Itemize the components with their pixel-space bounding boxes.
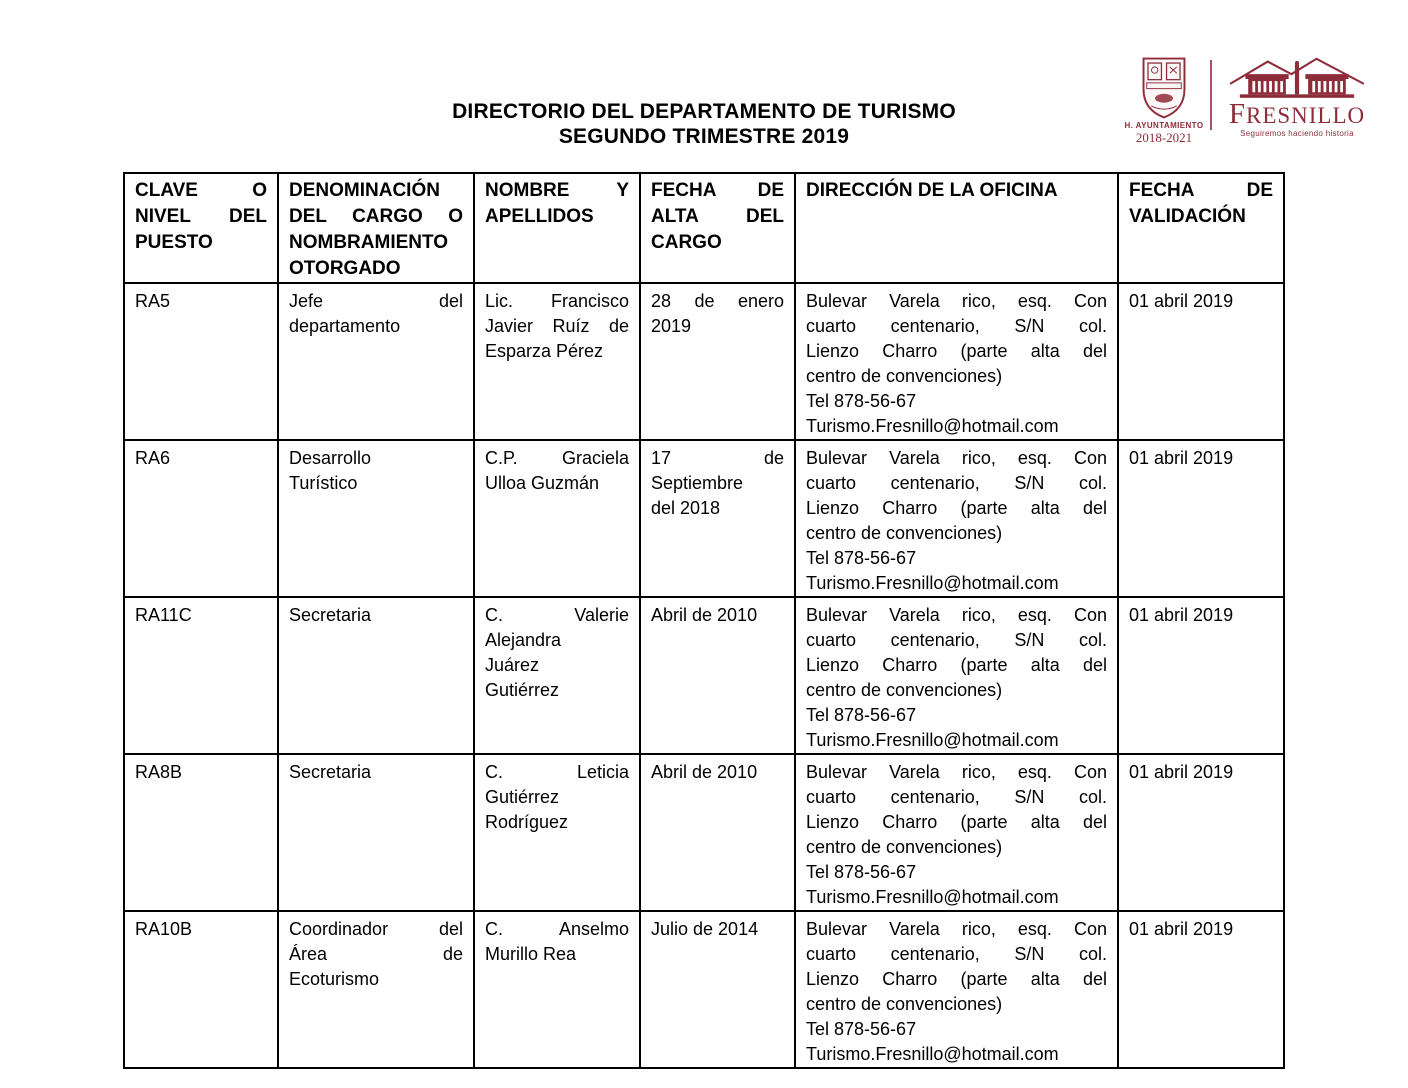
email-text: Turismo.Fresnillo@hotmail.com <box>806 573 1059 593</box>
cell-cargo: Coordinador del Área de Ecoturismo <box>278 911 474 1068</box>
cell-fecha-validacion: 01 abril 2019 <box>1118 597 1284 754</box>
cell-nombre: C. Leticia Gutiérrez Rodríguez <box>474 754 640 911</box>
logo-divider <box>1210 60 1212 130</box>
cell-fecha-validacion: 01 abril 2019 <box>1118 911 1284 1068</box>
cell-direccion: Bulevar Varela rico, esq. Con cuarto centenario, S/N col. Lienzo Charro (parte alta del centro de convenciones) Tel 878-56-67 Turismo.Fresnillo@hotmail.com <box>795 440 1118 597</box>
fresnillo-tagline: Seguiremos haciendo historia <box>1240 129 1354 138</box>
cell-nombre: C. Valerie Alejandra Juárez Gutiérrez <box>474 597 640 754</box>
crest-caption: H. AYUNTAMIENTO <box>1124 121 1204 130</box>
email-text: Turismo.Fresnillo@hotmail.com <box>806 730 1059 750</box>
cell-clave: RA5 <box>124 283 278 440</box>
directory-table <box>123 172 1285 1069</box>
cell-direccion: Bulevar Varela rico, esq. Con cuarto centenario, S/N col. Lienzo Charro (parte alta del centro de convenciones) Tel 878-56-67 Turismo.Fresnillo@hotmail.com <box>795 283 1118 440</box>
header-fecha-validacion: FECHA DE VALIDACIÓN <box>1118 173 1284 283</box>
cell-fecha-alta: 28 de enero 2019 <box>640 283 795 440</box>
table-row <box>124 911 1284 1068</box>
email-text: Turismo.Fresnillo@hotmail.com <box>806 1044 1059 1064</box>
cell-direccion: Bulevar Varela rico, esq. Con cuarto centenario, S/N col. Lienzo Charro (parte alta del centro de convenciones) Tel 878-56-67 Turismo.Fresnillo@hotmail.com <box>795 597 1118 754</box>
title-line-2: SEGUNDO TRIMESTRE 2019 <box>558 125 850 148</box>
crest-years: 2018-2021 <box>1135 130 1193 145</box>
cell-fecha-validacion: 01 abril 2019 <box>1118 754 1284 911</box>
cell-nombre: Lic. Francisco Javier Ruíz de Esparza Pérez <box>474 283 640 440</box>
header-direccion: DIRECCIÓN DE LA OFICINA <box>795 173 1118 283</box>
cell-clave: RA11C <box>124 597 278 754</box>
cell-fecha-alta: Abril de 2010 <box>640 754 795 911</box>
kiosk-mountain-icon <box>1222 56 1372 102</box>
ayuntamiento-crest-logo <box>1118 56 1210 146</box>
cell-fecha-alta: Abril de 2010 <box>640 597 795 754</box>
cell-clave: RA10B <box>124 911 278 1068</box>
table-row <box>124 440 1284 597</box>
cell-clave: RA6 <box>124 440 278 597</box>
cell-fecha-alta: 17 de Septiembre del 2018 <box>640 440 795 597</box>
cell-cargo: Secretaria <box>278 754 474 911</box>
table-row <box>124 283 1284 440</box>
table-row <box>124 754 1284 911</box>
cell-cargo: Desarrollo Turístico <box>278 440 474 597</box>
cell-direccion: Bulevar Varela rico, esq. Con cuarto centenario, S/N col. Lienzo Charro (parte alta del centro de convenciones) Tel 878-56-67 Turismo.Fresnillo@hotmail.com <box>795 911 1118 1068</box>
shield-crest-icon <box>1118 56 1210 120</box>
table-row <box>124 597 1284 754</box>
fresnillo-logo <box>1222 56 1372 138</box>
cell-clave: RA8B <box>124 754 278 911</box>
table-header-row <box>124 173 1284 283</box>
email-text: Turismo.Fresnillo@hotmail.com <box>806 887 1059 907</box>
cell-fecha-validacion: 01 abril 2019 <box>1118 440 1284 597</box>
header-fecha-alta: FECHA DE ALTA DEL CARGO <box>640 173 795 283</box>
header-cargo: DENOMINACIÓN DEL CARGO O NOMBRAMIENTO OTORGADO <box>278 173 474 283</box>
cell-fecha-validacion: 01 abril 2019 <box>1118 283 1284 440</box>
title-line-1: DIRECTORIO DEL DEPARTAMENTO DE TURISMO <box>452 100 956 123</box>
header-clave: CLAVE O NIVEL DEL PUESTO <box>124 173 278 283</box>
cell-cargo: Jefe del departamento <box>278 283 474 440</box>
email-text: Turismo.Fresnillo@hotmail.com <box>806 416 1059 436</box>
cell-direccion: Bulevar Varela rico, esq. Con cuarto centenario, S/N col. Lienzo Charro (parte alta del centro de convenciones) Tel 878-56-67 Turismo.Fresnillo@hotmail.com <box>795 754 1118 911</box>
cell-nombre: C.P. Graciela Ulloa Guzmán <box>474 440 640 597</box>
cell-fecha-alta: Julio de 2014 <box>640 911 795 1068</box>
fresnillo-wordmark: FRESNILLO <box>1228 98 1366 130</box>
header-nombre: NOMBRE Y APELLIDOS <box>474 173 640 283</box>
logo-group <box>1112 52 1372 147</box>
cell-nombre: C. Anselmo Murillo Rea <box>474 911 640 1068</box>
cell-cargo: Secretaria <box>278 597 474 754</box>
